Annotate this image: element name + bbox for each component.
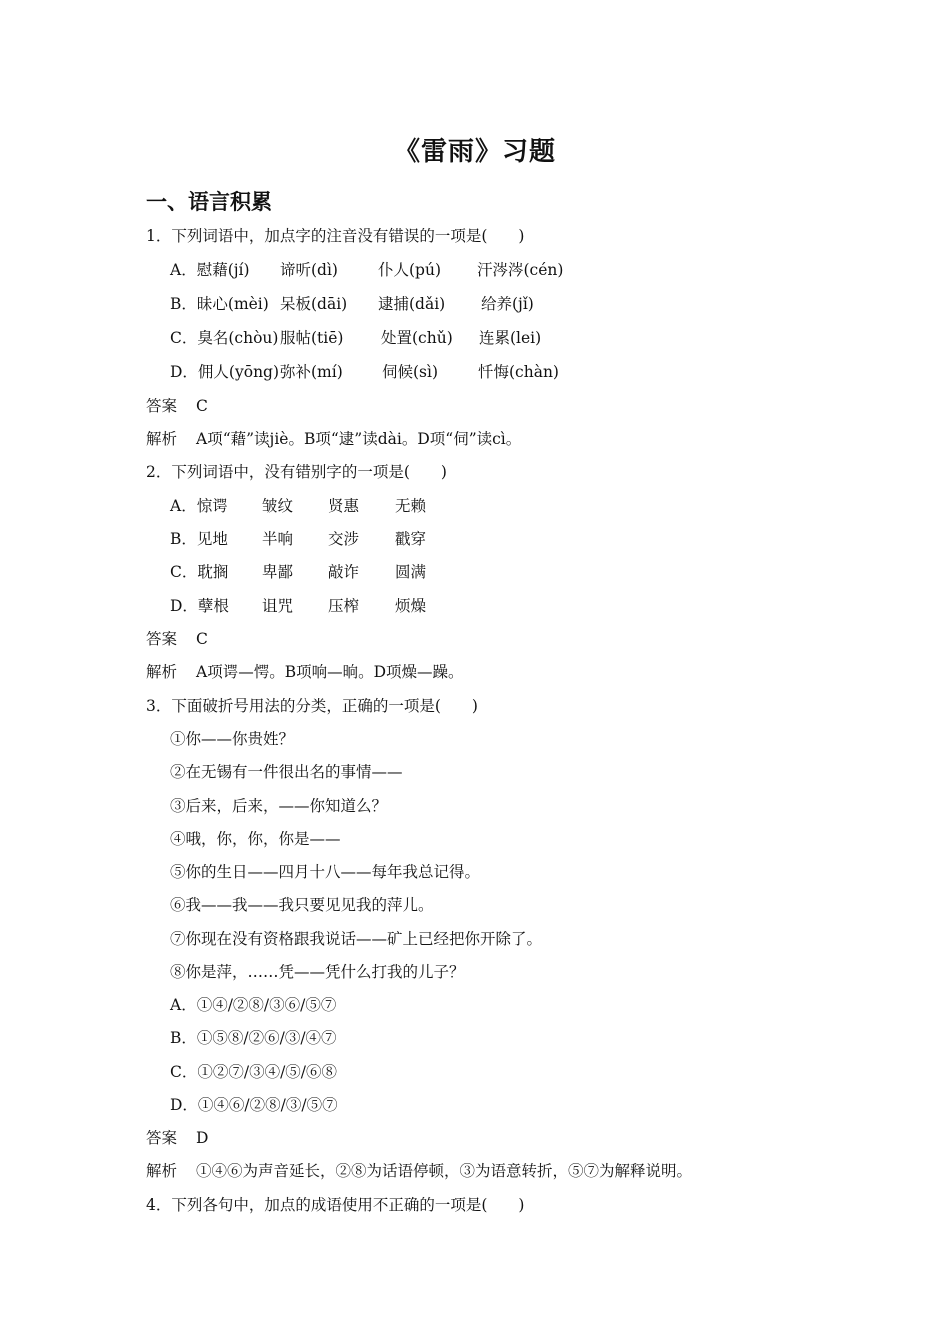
option-term: A．惊谔 xyxy=(170,497,228,515)
option-term: D．佣人(yōng) xyxy=(170,363,280,381)
option-term: 汗涔涔(cén) xyxy=(477,261,564,279)
option-term: 忏悔(chàn) xyxy=(478,363,559,381)
option-term: 仆人(pú) xyxy=(378,261,441,279)
question-2-option-c xyxy=(170,562,426,582)
option-term: C．臭名(chòu) xyxy=(170,329,279,347)
question-2-option-a xyxy=(170,496,426,516)
question-3-item: ④哦，你，你，你是—— xyxy=(170,830,341,848)
analysis-label: 解析 xyxy=(146,430,178,448)
option-term: 敲诈 xyxy=(328,563,360,581)
question-3-item: ①你——你贵姓？ xyxy=(170,730,295,748)
option-term: 处置(chǔ) xyxy=(381,329,453,347)
option-term: 给养(jǐ) xyxy=(481,295,534,313)
question-3-item: ③后来，后来，——你知道么？ xyxy=(170,797,388,815)
analysis-text: A项谔—愕。B项响—晌。D项燥—躁。 xyxy=(196,663,464,681)
answer-label: 答案 xyxy=(146,397,178,415)
page-title: 《雷雨》习题 xyxy=(393,137,556,167)
question-3-item: ⑥我——我——我只要见见我的萍儿。 xyxy=(170,896,434,914)
question-2-option-d xyxy=(170,596,426,616)
option-term: 戳穿 xyxy=(395,530,427,548)
option-term: 弥补(mí) xyxy=(280,363,343,381)
question-2-stem: 2．下列词语中，没有错别字的一项是( ) xyxy=(146,463,447,481)
option-term: 半响 xyxy=(262,530,294,548)
option-term: 圆满 xyxy=(395,563,427,581)
question-2-analysis xyxy=(146,662,464,682)
option-term: 逮捕(dǎi) xyxy=(378,295,446,313)
question-3-item: ②在无锡有一件很出名的事情—— xyxy=(170,763,403,781)
option-term: 谛听(dì) xyxy=(280,261,338,279)
option-term: 烦燥 xyxy=(395,597,427,615)
analysis-text: A项“藉”读jiè。B项“逮”读dài。D项“伺”读cì。 xyxy=(196,430,522,448)
option-term: B．见地 xyxy=(170,530,228,548)
question-3-item: ⑦你现在没有资格跟我说话——矿上已经把你开除了。 xyxy=(170,930,543,948)
option-term: 呆板(dāi) xyxy=(280,295,348,313)
option-term: C．耽搁 xyxy=(170,563,229,581)
question-2-option-b xyxy=(170,529,426,549)
question-3-option-b: B．①⑤⑧/②⑥/③/④⑦ xyxy=(170,1029,337,1047)
option-term: D．孽根 xyxy=(170,597,229,615)
answer-label: 答案 xyxy=(146,630,178,648)
question-3-option-a: A．①④/②⑧/③⑥/⑤⑦ xyxy=(170,996,337,1014)
option-term: 伺候(sì) xyxy=(382,363,439,381)
answer-label: 答案 xyxy=(146,1129,178,1147)
question-3-answer xyxy=(146,1128,208,1148)
question-1-answer xyxy=(146,396,208,416)
option-term: 贤惠 xyxy=(328,497,360,515)
question-1-stem: 1．下列词语中，加点字的注音没有错误的一项是( ) xyxy=(146,227,525,245)
option-term: 皱纹 xyxy=(262,497,294,515)
answer-value: C xyxy=(196,397,208,415)
question-1-analysis xyxy=(146,429,521,449)
option-term: 卑鄙 xyxy=(262,563,294,581)
analysis-label: 解析 xyxy=(146,663,178,681)
question-1-option-d xyxy=(170,362,559,382)
option-term: 连累(lei) xyxy=(479,329,542,347)
option-term: B．昧心(mèi) xyxy=(170,295,269,313)
question-3-option-d: D．①④⑥/②⑧/③/⑤⑦ xyxy=(170,1096,338,1114)
option-term: 交涉 xyxy=(328,530,360,548)
option-term: A．慰藉(jí) xyxy=(170,261,250,279)
option-term: 无赖 xyxy=(395,497,427,515)
question-1-option-b xyxy=(170,294,534,314)
section-heading: 一、语言积累 xyxy=(146,189,272,214)
option-term: 压榨 xyxy=(328,597,360,615)
question-3-stem: 3．下面破折号用法的分类，正确的一项是( ) xyxy=(146,697,478,715)
option-term: 服帖(tiē) xyxy=(280,329,344,347)
analysis-label: 解析 xyxy=(146,1162,178,1180)
question-1-option-a xyxy=(170,260,563,280)
question-4-stem: 4．下列各句中，加点的成语使用不正确的一项是( ) xyxy=(146,1196,525,1214)
question-3-option-c: C．①②⑦/③④/⑤/⑥⑧ xyxy=(170,1063,338,1081)
question-1-option-c xyxy=(170,328,541,348)
answer-value: C xyxy=(196,630,208,648)
answer-value: D xyxy=(196,1129,209,1147)
question-2-answer xyxy=(146,629,208,649)
analysis-text: ①④⑥为声音延长，②⑧为话语停顿，③为语意转折，⑤⑦为解释说明。 xyxy=(196,1162,693,1180)
question-3-analysis xyxy=(146,1161,692,1181)
question-3-item: ⑧你是萍，……凭——凭什么打我的儿子？ xyxy=(170,963,465,981)
option-term: 诅咒 xyxy=(262,597,294,615)
question-3-item: ⑤你的生日——四月十八——每年我总记得。 xyxy=(170,863,481,881)
